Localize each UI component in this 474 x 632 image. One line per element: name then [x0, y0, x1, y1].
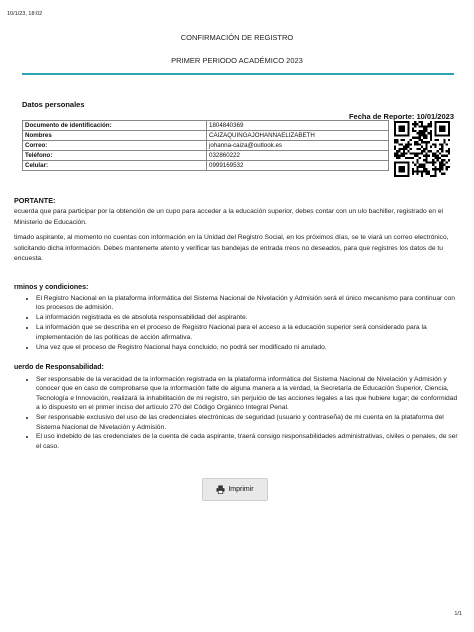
table-row [23, 131, 389, 141]
agreement-heading: uerdo de Responsabilidad: [14, 364, 104, 371]
print-button[interactable] [202, 478, 268, 501]
section-title-personal: Datos personales [22, 100, 85, 109]
header-divider [22, 73, 454, 75]
terms-list [22, 294, 461, 352]
table-row [23, 141, 389, 151]
table-row [23, 121, 389, 131]
table-row [23, 161, 389, 171]
row-value: 0999169532 [207, 161, 389, 171]
personal-data-table [22, 120, 389, 171]
print-button-label: Imprimir [228, 486, 254, 493]
terms-heading: rminos y condiciones: [14, 284, 89, 291]
printer-icon [216, 485, 225, 494]
list-item: • Ser responsable exclusivo del uso de las credenciales electrónicas de seguridad (usuario y contraseña) de mi cuenta en la plataforma del Sistema Nacional de Nivelación y Admisión. [36, 413, 461, 432]
list-item: • El uso indebido de las credenciales de la cuenta de cada aspirante, traerá consigo responsabilidades administrativas, civiles o penales, de ser el caso. [36, 432, 461, 451]
qr-code [394, 121, 450, 177]
row-label: Teléfono: [23, 151, 207, 161]
list-item: • El Registro Nacional en la plataforma informática del Sistema Nacional de Nivelación y Admisión será el único mecanismo para continuar con los procesos de admisión. [36, 294, 461, 313]
row-value: 1804840369 [207, 121, 389, 131]
list-item: • La información que se describa en el proceso de Registro Nacional para el acceso a la educación superior será considerado para la implementación de las políticas de acción afirmativa. [36, 323, 461, 342]
important-paragraph-1: ecuerda que para participar por la obtención de un cupo para acceder a la educación superior, debes contar con un ulo bachiller, registrado en el Ministerio de Educación. [14, 208, 444, 226]
table-row [23, 151, 389, 161]
important-paragraph-2: timado aspirante, al momento no cuentas con información en la Unidad del Registro Social, en los próximos días, se te viará un correo electrónico, solicitando dicha información. Debes mantenerte atento y verificar las bandejas de entrada rreos no deseados, para que registres los datos de tu encuesta. [14, 234, 449, 262]
list-item: • Ser responsable de la veracidad de la información registrada en la plataforma informática del Sistema Nacional de Nivelación y Admisión y conocer que en caso de comprobarse que la información falte de alguna manera a la verdad, la Secretaría de Educación Superior, Ciencia, Tecnología e Innovación, realizará la inhabilitación de mi registro, sin perjuicio de las acciones legales a las que hubiere lugar; de conformidad a lo dispuesto en el primer inciso del artículo 270 del Código Orgánico Integral Penal. [36, 375, 461, 413]
row-label: Celular: [23, 161, 207, 171]
agreement-list [22, 375, 461, 452]
row-value: 032860222 [207, 151, 389, 161]
page-subtitle: PRIMER PERIODO ACADÉMICO 2023 [171, 56, 303, 65]
page-number: 1/1 [454, 611, 462, 617]
row-value: johanna-caiza@outlook.es [207, 141, 389, 151]
row-label: Documento de identificación: [23, 121, 207, 131]
list-item: • La información registrada es de absoluta responsabilidad del aspirante. [36, 313, 461, 322]
list-item: • Una vez que el proceso de Registro Nacional haya concluido, no podrá ser modificado ni anulado. [36, 343, 461, 352]
row-label: Nombres [23, 131, 207, 141]
important-heading: PORTANTE: [14, 196, 56, 205]
page-title: CONFIRMACIÓN DE REGISTRO [180, 33, 294, 42]
print-timestamp: 10/1/23, 18:02 [7, 11, 43, 17]
report-date: Fecha de Reporte: 10/01/2023 [348, 112, 454, 121]
row-value: CAIZAQUINGAJOHANNAELIZABETH [207, 131, 389, 141]
row-label: Correo: [23, 141, 207, 151]
